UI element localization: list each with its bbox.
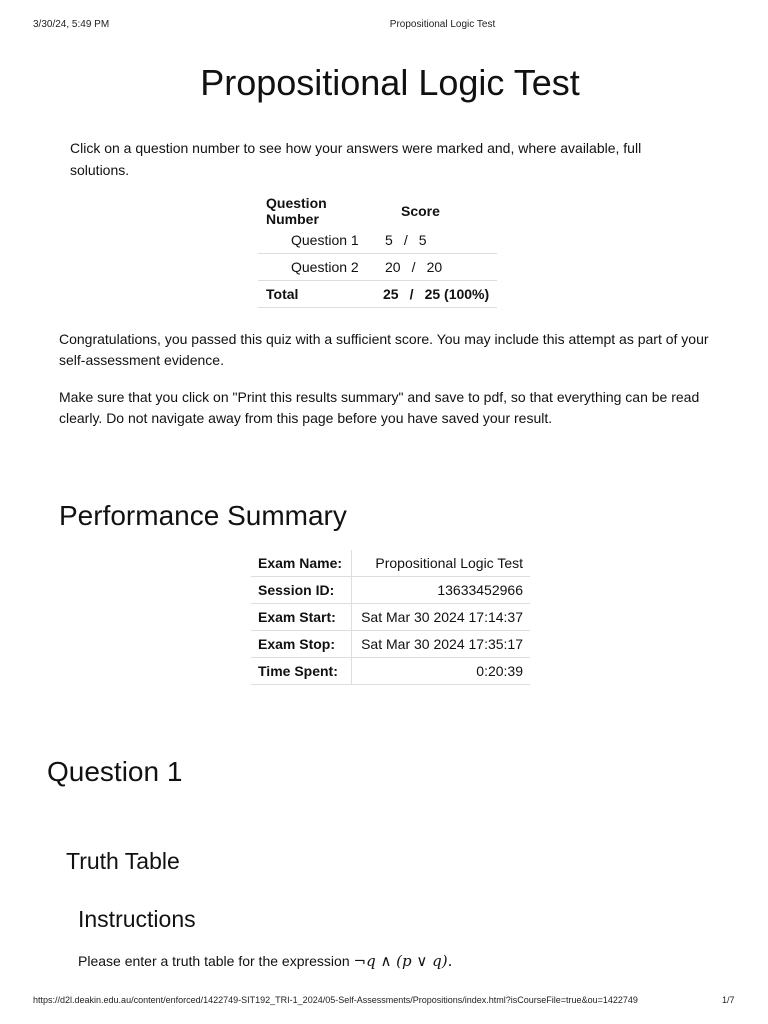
question-1-title: Question 1 bbox=[47, 756, 183, 787]
score-max: 20 bbox=[426, 259, 443, 275]
table-row bbox=[251, 550, 530, 577]
question-2-link[interactable]: Question 2 bbox=[258, 254, 375, 281]
instructions-text bbox=[78, 952, 452, 970]
perf-value: Sat Mar 30 2024 17:35:17 bbox=[352, 631, 531, 658]
performance-summary-title: Performance Summary bbox=[59, 500, 347, 531]
perf-value: Propositional Logic Test bbox=[352, 550, 531, 577]
table-row bbox=[251, 658, 530, 685]
score-value: 5 bbox=[385, 232, 393, 248]
score-separator: / bbox=[409, 286, 414, 302]
perf-label: Exam Name: bbox=[251, 550, 352, 577]
print-url: https://d2l.deakin.edu.au/content/enforced/1422749-SIT192_TRI-1_2024/05-Self-Assessments/Propositions/index.html?isCourseFile=true&ou=1422749 bbox=[33, 995, 638, 1005]
instructions-title: Instructions bbox=[78, 906, 196, 932]
instructions-prompt: Please enter a truth table for the expression bbox=[78, 953, 350, 969]
print-header bbox=[0, 19, 768, 33]
score-value: 20 bbox=[385, 259, 401, 275]
perf-label: Session ID: bbox=[251, 577, 352, 604]
page-title: Propositional Logic Test bbox=[200, 62, 580, 103]
score-table-header bbox=[258, 195, 497, 227]
logic-expression: ¬q ∧ (p ∨ q). bbox=[353, 952, 453, 970]
header-score: Score bbox=[401, 203, 440, 219]
total-row bbox=[258, 281, 497, 308]
print-datetime: 3/30/24, 5:49 PM bbox=[33, 19, 110, 30]
perf-value: 0:20:39 bbox=[352, 658, 531, 685]
header-question-number: Question Number bbox=[266, 195, 327, 227]
performance-table bbox=[251, 550, 530, 685]
question-1-link[interactable]: Question 1 bbox=[258, 227, 375, 254]
total-score bbox=[375, 281, 497, 308]
print-notice-text: Make sure that you click on "Print this results summary" and save to pdf, so that everything can be read clearly. Do not navigate away from this page before you have saved your result. bbox=[59, 389, 700, 426]
table-row bbox=[251, 604, 530, 631]
perf-value: 13633452966 bbox=[352, 577, 531, 604]
perf-label: Exam Stop: bbox=[251, 631, 352, 658]
page-number: 1/7 bbox=[722, 995, 735, 1005]
score-separator: / bbox=[403, 232, 408, 248]
perf-label: Time Spent: bbox=[251, 658, 352, 685]
total-label: Total bbox=[258, 281, 375, 308]
table-row bbox=[251, 577, 530, 604]
perf-label: Exam Start: bbox=[251, 604, 352, 631]
perf-value: Sat Mar 30 2024 17:14:37 bbox=[352, 604, 531, 631]
total-value: 25 bbox=[383, 286, 399, 302]
total-max: 25 (100%) bbox=[424, 286, 490, 302]
print-doc-title: Propositional Logic Test bbox=[389, 19, 496, 30]
question-1-score bbox=[375, 227, 497, 254]
score-table bbox=[258, 195, 497, 308]
table-row bbox=[251, 631, 530, 658]
table-row[interactable] bbox=[258, 227, 497, 254]
table-row[interactable] bbox=[258, 254, 497, 281]
score-max: 5 bbox=[418, 232, 427, 248]
intro-text: Click on a question number to see how your answers were marked and, where available, full solutions. bbox=[70, 140, 642, 178]
truth-table-title: Truth Table bbox=[66, 848, 180, 874]
congrats-text: Congratulations, you passed this quiz with a sufficient score. You may include this attempt as part of your self-assessment evidence. bbox=[59, 331, 709, 368]
score-separator: / bbox=[411, 259, 416, 275]
question-2-score bbox=[375, 254, 497, 281]
